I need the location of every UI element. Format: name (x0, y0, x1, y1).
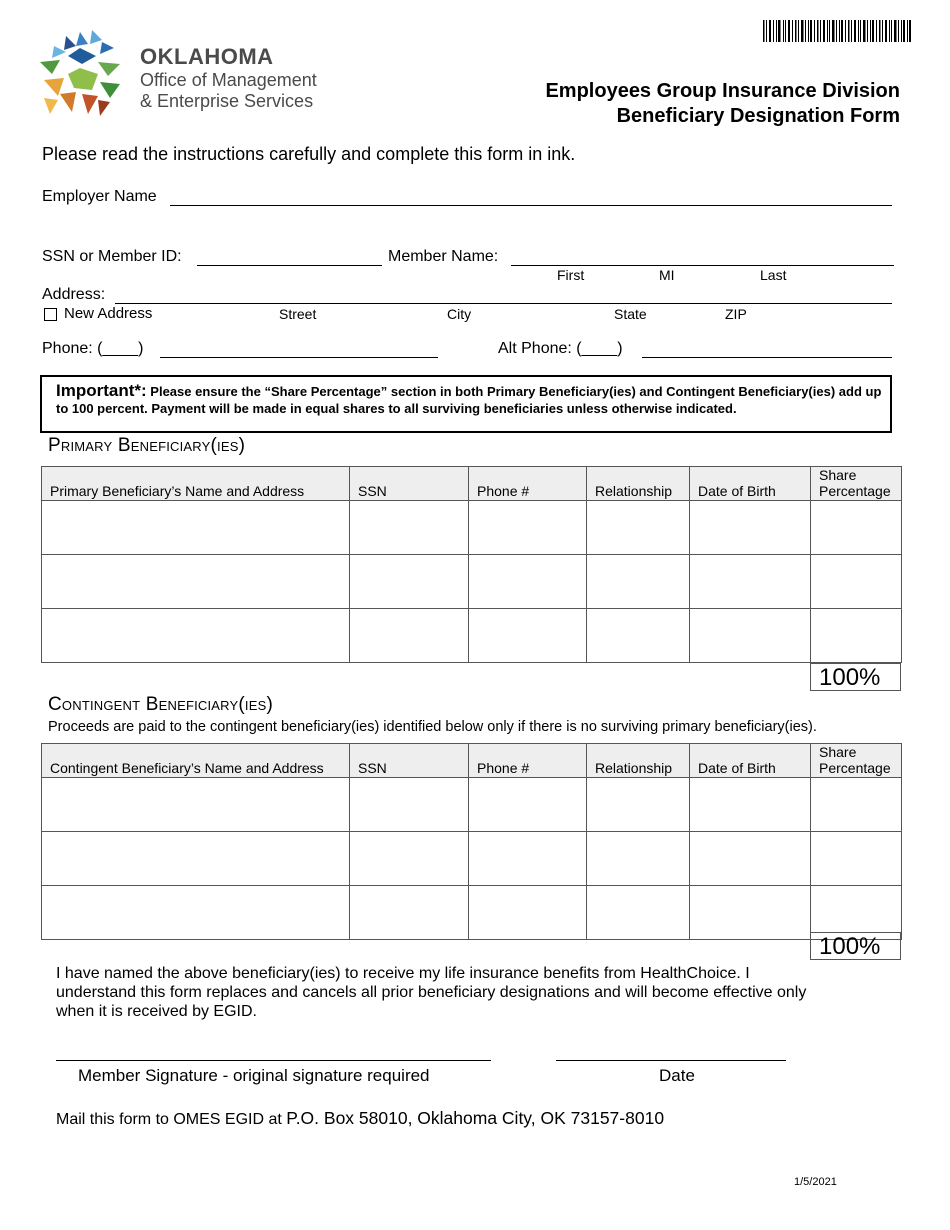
table-cell[interactable] (690, 555, 811, 609)
member-signature-field[interactable] (56, 1060, 491, 1061)
table-row (42, 832, 902, 886)
contingent-total-percentage: 100% (810, 932, 901, 960)
table-cell[interactable] (469, 778, 587, 832)
form-title: Beneficiary Designation Form (616, 105, 900, 127)
table-cell[interactable] (42, 555, 350, 609)
table-row (42, 555, 902, 609)
ssn-label: SSN or Member ID: (42, 248, 182, 265)
table-row (42, 609, 902, 663)
table-cell[interactable] (811, 778, 902, 832)
important-notice (40, 375, 892, 433)
new-address-label: New Address (64, 305, 153, 322)
table-cell[interactable] (350, 501, 469, 555)
column-header: Date of Birth (690, 467, 811, 501)
table-cell[interactable] (811, 609, 902, 663)
table-cell[interactable] (811, 501, 902, 555)
table-header-row (42, 744, 902, 778)
street-sublabel: Street (279, 306, 317, 322)
table-cell[interactable] (469, 555, 587, 609)
address-label: Address: (42, 286, 106, 303)
table-cell[interactable] (587, 555, 690, 609)
division-title: Employees Group Insurance Division (545, 80, 900, 102)
column-header: Share Percentage (811, 467, 902, 501)
important-label: Important*: (56, 381, 147, 400)
city-sublabel: City (447, 306, 472, 322)
column-header: Phone # (469, 467, 587, 501)
table-cell[interactable] (690, 778, 811, 832)
column-header: Phone # (469, 744, 587, 778)
table-cell[interactable] (690, 832, 811, 886)
table-cell[interactable] (42, 609, 350, 663)
date-field[interactable] (556, 1060, 786, 1061)
primary-total-percentage: 100% (810, 663, 901, 691)
table-cell[interactable] (350, 555, 469, 609)
primary-beneficiary-table (41, 466, 902, 663)
org-name-line3: & Enterprise Services (140, 91, 314, 111)
table-cell[interactable] (587, 886, 690, 940)
table-cell[interactable] (587, 609, 690, 663)
column-header: Share Percentage (811, 744, 902, 778)
table-header-row (42, 467, 902, 501)
org-name-line1: OKLAHOMA (140, 44, 274, 69)
contingent-beneficiary-table (41, 743, 902, 940)
phone-field[interactable] (160, 357, 438, 358)
date-label: Date (659, 1066, 695, 1085)
alt-phone-field[interactable] (642, 357, 892, 358)
ssn-field[interactable] (197, 265, 382, 266)
column-header: Relationship (587, 744, 690, 778)
table-cell[interactable] (350, 609, 469, 663)
form-revision-date: 1/5/2021 (794, 1176, 837, 1188)
column-header: SSN (350, 467, 469, 501)
table-cell[interactable] (587, 778, 690, 832)
table-cell[interactable] (587, 832, 690, 886)
table-cell[interactable] (469, 832, 587, 886)
oklahoma-star-logo-icon (36, 28, 126, 120)
table-cell[interactable] (42, 778, 350, 832)
table-cell[interactable] (469, 886, 587, 940)
address-field[interactable] (115, 303, 892, 304)
new-address-checkbox[interactable] (44, 308, 57, 321)
column-header: Contingent Beneficiary’s Name and Address (42, 744, 350, 778)
important-text: Please ensure the “Share Percentage” section in both Primary Beneficiary(ies) and Contingent Beneficiary(ies) add up to 100 percent. Payment will be made in equal shares to all surviving beneficiaries unless otherwise indicated. (56, 384, 882, 416)
primary-heading: Primary Beneficiary(ies) (48, 435, 246, 456)
state-sublabel: State (614, 306, 647, 322)
table-cell[interactable] (350, 778, 469, 832)
employer-name-label: Employer Name (42, 188, 157, 205)
barcode-icon (763, 20, 911, 42)
last-sublabel: Last (760, 267, 787, 283)
member-name-label: Member Name: (388, 248, 499, 265)
member-signature-label: Member Signature - original signature required (78, 1066, 430, 1085)
contingent-note: Proceeds are paid to the contingent beneficiary(ies) identified below only if there is no surviving primary beneficiary(ies). (48, 719, 817, 735)
table-cell[interactable] (42, 886, 350, 940)
instructions-text: Please read the instructions carefully and complete this form in ink. (42, 144, 576, 164)
mail-instructions (56, 1108, 664, 1129)
table-cell[interactable] (690, 886, 811, 940)
table-cell[interactable] (690, 609, 811, 663)
table-cell[interactable] (42, 501, 350, 555)
table-cell[interactable] (587, 501, 690, 555)
table-cell[interactable] (469, 501, 587, 555)
alt-phone-label: Alt Phone: (____) (498, 340, 623, 357)
table-row (42, 886, 902, 940)
table-cell[interactable] (811, 832, 902, 886)
column-header: Date of Birth (690, 744, 811, 778)
table-cell[interactable] (690, 501, 811, 555)
authorization-statement: I have named the above beneficiary(ies) to receive my life insurance benefits from HealthChoice. I understand this form replaces and cancels all prior beneficiary designations and will become effective only when it is received by EGID. (56, 965, 807, 1020)
table-row (42, 778, 902, 832)
table-cell[interactable] (469, 609, 587, 663)
table-cell[interactable] (811, 555, 902, 609)
employer-name-field[interactable] (170, 205, 892, 206)
mi-sublabel: MI (659, 267, 675, 283)
column-header: SSN (350, 744, 469, 778)
contingent-heading: Contingent Beneficiary(ies) (48, 694, 274, 715)
table-cell[interactable] (42, 832, 350, 886)
table-cell[interactable] (350, 886, 469, 940)
column-header: Relationship (587, 467, 690, 501)
zip-sublabel: ZIP (725, 306, 747, 322)
phone-label: Phone: (____) (42, 340, 144, 357)
mail-prefix: Mail this form to OMES EGID at (56, 1111, 287, 1128)
table-row (42, 501, 902, 555)
mail-address: P.O. Box 58010, Oklahoma City, OK 73157-8010 (286, 1108, 665, 1128)
org-name-line2: Office of Management (140, 70, 317, 90)
column-header: Primary Beneficiary’s Name and Address (42, 467, 350, 501)
first-sublabel: First (557, 267, 585, 283)
member-name-field[interactable] (511, 265, 894, 266)
table-cell[interactable] (350, 832, 469, 886)
